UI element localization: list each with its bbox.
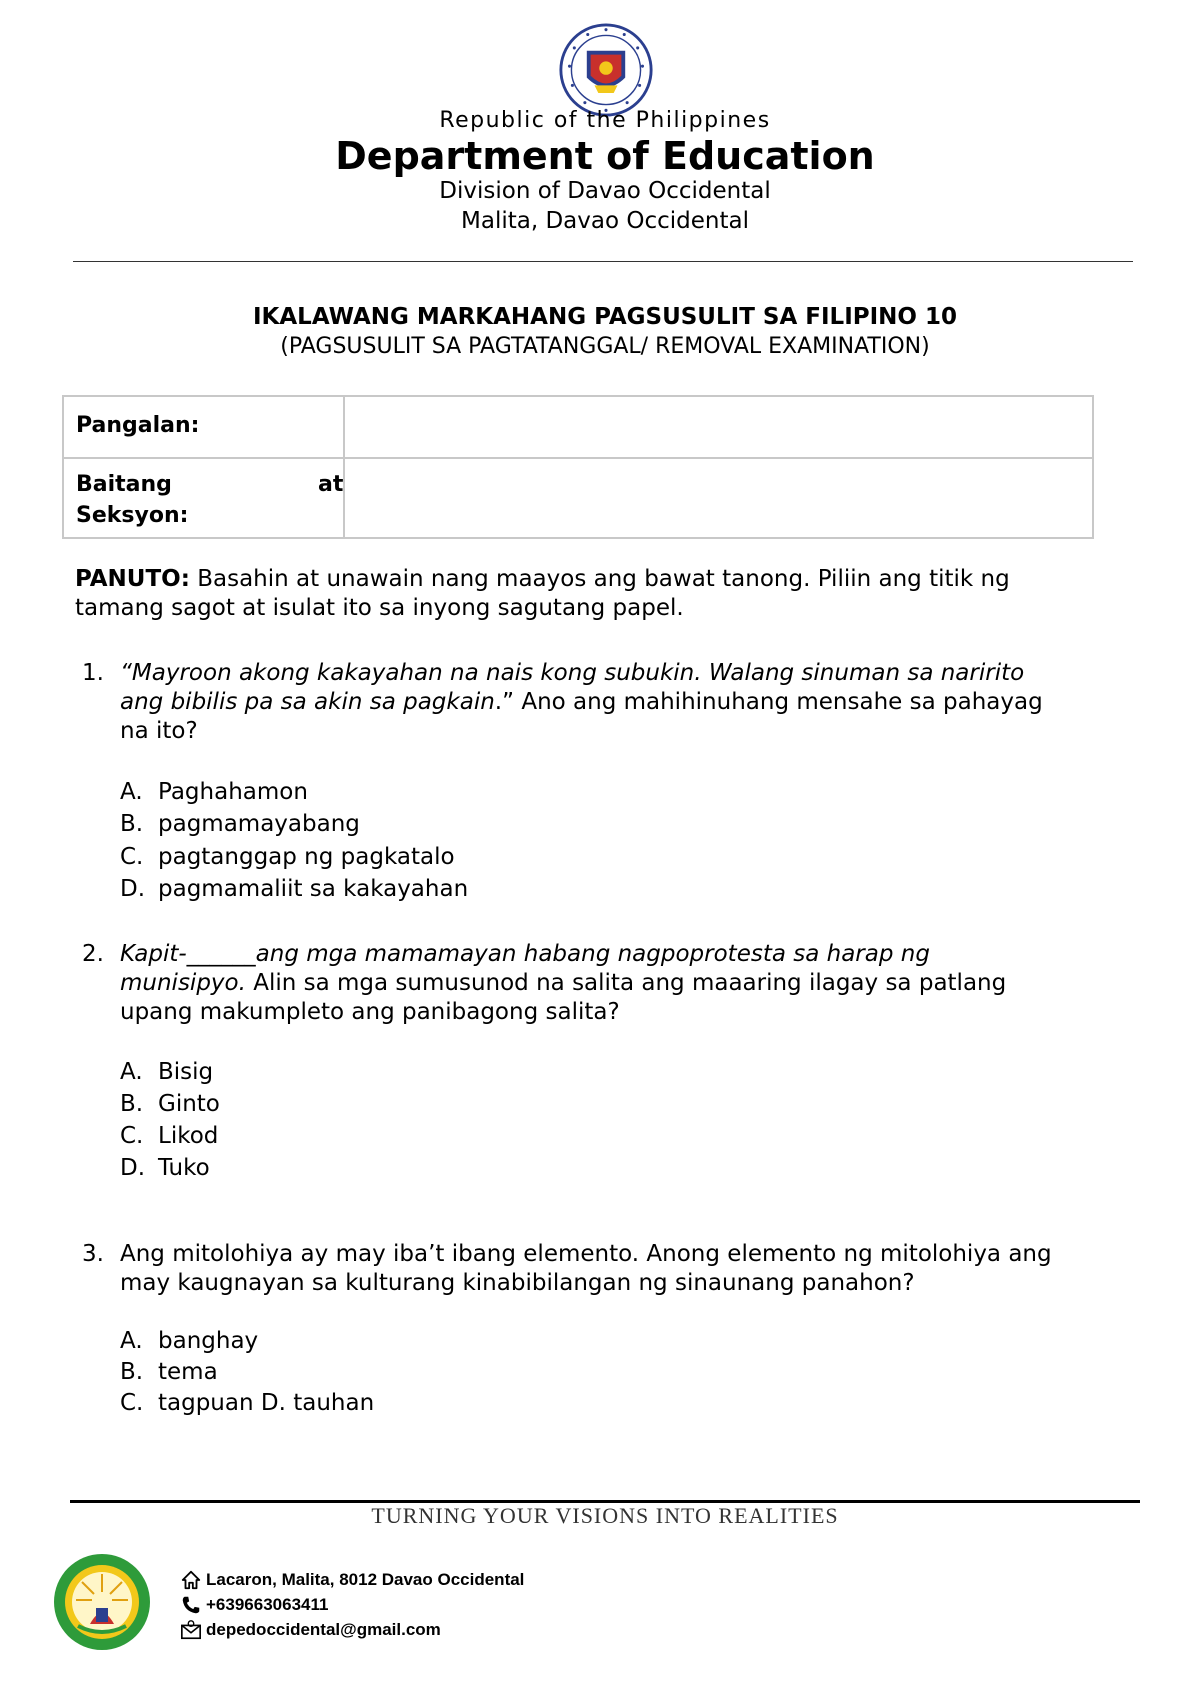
question-1-option-d[interactable] xyxy=(120,875,468,904)
option-text: banghay xyxy=(158,1328,259,1354)
location-text: Malita, Davao Occidental xyxy=(461,208,749,234)
question-3-number: 3. xyxy=(82,1241,104,1267)
question-1-option-c[interactable] xyxy=(120,843,455,872)
question-2-number: 2. xyxy=(82,941,104,967)
question-3-line-1: Ang mitolohiya ay may iba’t ibang elemento. Anong elemento ng mitolohiya ang xyxy=(120,1241,1052,1267)
question-3-option-b[interactable] xyxy=(120,1358,218,1387)
footer-email xyxy=(180,1619,441,1641)
student-info-table xyxy=(62,395,1094,539)
instructions-line-1 xyxy=(75,565,1115,594)
option-text: Tuko xyxy=(158,1155,210,1181)
question-1-quote-line-1: “Mayroon akong kakayahan na nais kong subukin. Walang sinuman sa naririto xyxy=(120,660,1025,686)
option-letter: A. xyxy=(120,1059,143,1085)
email-text: depedoccidental@gmail.com xyxy=(206,1620,441,1639)
option-letter: C. xyxy=(120,1390,144,1416)
question-1-option-b[interactable] xyxy=(120,810,360,839)
name-field[interactable] xyxy=(344,396,1093,458)
question-3-option-a[interactable] xyxy=(120,1327,258,1356)
option-text: pagtanggap ng pagkatalo xyxy=(158,844,455,870)
address-text: Lacaron, Malita, 8012 Davao Occidental xyxy=(206,1570,525,1589)
question-2-option-d[interactable] xyxy=(120,1154,210,1183)
option-text: Likod xyxy=(158,1123,219,1149)
question-2-sentence-line-2: munisipyo. xyxy=(120,970,246,996)
option-letter: A. xyxy=(120,779,143,805)
option-letter: B. xyxy=(120,811,144,837)
deped-seal-logo xyxy=(558,22,654,118)
exam-title: IKALAWANG MARKAHANG PAGSUSULIT SA FILIPINO 10 xyxy=(253,304,957,330)
question-1-number: 1. xyxy=(82,660,104,686)
option-text: tema xyxy=(158,1359,218,1385)
grade-section-field[interactable] xyxy=(344,458,1093,538)
instructions-text: Basahin at unawain nang maayos ang bawat tanong. Piliin ang titik ng xyxy=(189,566,1010,592)
division-text: Division of Davao Occidental xyxy=(439,178,771,204)
department-title: Department of Education xyxy=(335,134,875,178)
question-1-prompt-end: na ito? xyxy=(120,718,198,744)
question-2-option-b[interactable] xyxy=(120,1090,220,1119)
question-2-sentence-line-1: Kapit-______ang mga mamamayan habang nagpoprotesta sa harap ng xyxy=(120,941,930,967)
grade-label-word: Baitang xyxy=(76,472,172,497)
option-text: Paghahamon xyxy=(158,779,308,805)
option-letter: B. xyxy=(120,1359,144,1385)
grade-label-connector: at xyxy=(317,472,344,497)
home-icon xyxy=(180,1569,202,1591)
question-2-option-a[interactable] xyxy=(120,1058,213,1087)
phone-icon xyxy=(180,1594,202,1616)
option-letter: D. xyxy=(120,876,146,902)
option-text: Bisig xyxy=(158,1059,214,1085)
question-2-prompt: Alin sa mga sumusunod na salita ang maaaring ilagay sa patlang xyxy=(245,970,1007,996)
question-3-option-c[interactable] xyxy=(120,1389,374,1418)
option-letter: C. xyxy=(120,844,144,870)
question-1-quote-line-2: ang bibilis pa sa akin sa pagkain xyxy=(120,689,495,715)
grade-section-label xyxy=(63,458,344,538)
footer-phone xyxy=(180,1594,328,1616)
footer-motto: TURNING YOUR VISIONS INTO REALITIES xyxy=(371,1503,839,1528)
republic-text: Republic of the Philippines xyxy=(439,108,771,133)
question-3-text xyxy=(120,1240,1120,1298)
option-letter: B. xyxy=(120,1091,144,1117)
instructions-line-2: tamang sagot at isulat ito sa inyong sagutang papel. xyxy=(75,595,684,621)
email-icon xyxy=(180,1619,202,1641)
option-text: tagpuan D. tauhan xyxy=(158,1390,375,1416)
question-2-text xyxy=(120,940,1120,1027)
footer-address xyxy=(180,1569,524,1591)
section-label-word: Seksyon: xyxy=(76,503,189,528)
phone-text: +639663063411 xyxy=(206,1595,329,1614)
exam-subtitle: (PAGSUSULIT SA PAGTATANGGAL/ REMOVAL EXAMINATION) xyxy=(280,334,930,359)
grade-section-row xyxy=(63,458,1093,538)
option-text: pagmamayabang xyxy=(158,811,360,837)
division-logo xyxy=(52,1552,152,1652)
question-2-option-c[interactable] xyxy=(120,1122,218,1151)
option-letter: D. xyxy=(120,1155,146,1181)
name-label: Pangalan: xyxy=(63,396,344,458)
question-3-line-2: may kaugnayan sa kulturang kinabibilangan ng sinaunang panahon? xyxy=(120,1270,915,1296)
option-letter: A. xyxy=(120,1328,143,1354)
question-1-text xyxy=(120,659,1120,746)
name-row xyxy=(63,396,1093,458)
option-text: pagmamaliit sa kakayahan xyxy=(158,876,469,902)
question-2-prompt-end: upang makumpleto ang panibagong salita? xyxy=(120,999,620,1025)
header-divider xyxy=(73,261,1133,262)
option-text: Ginto xyxy=(158,1091,220,1117)
option-letter: C. xyxy=(120,1123,144,1149)
instructions-label: PANUTO: xyxy=(75,566,190,592)
question-1-prompt: .” Ano ang mahihinuhang mensahe sa pahayag xyxy=(494,689,1043,715)
question-1-option-a[interactable] xyxy=(120,778,308,807)
